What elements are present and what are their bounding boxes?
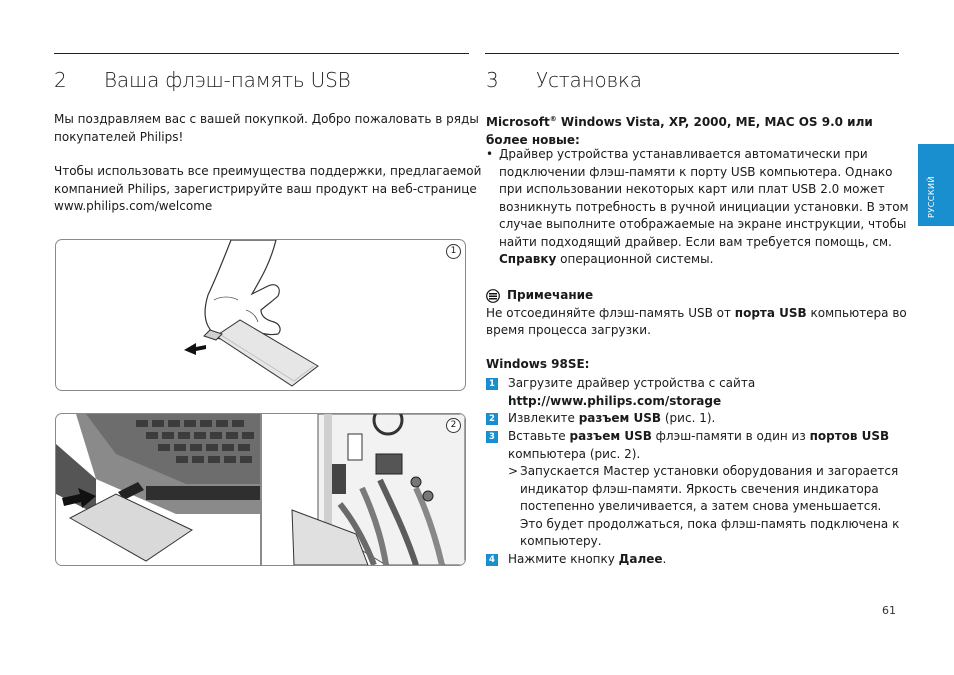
text-run: Windows Vista, XP, 2000, ME, MAC OS 9.0 или	[556, 115, 873, 129]
step-number-badge: 1	[486, 378, 498, 390]
text-line: www.philips.com/welcome	[54, 199, 213, 213]
result-text	[520, 463, 899, 551]
laptop-insertion-illustration	[56, 414, 465, 565]
note-line	[486, 305, 907, 323]
text-run-bold: разъем USB	[578, 411, 662, 425]
os-heading	[486, 111, 873, 149]
text-line: компьютера (рис. 2).	[508, 446, 641, 461]
registered-mark: ®	[549, 115, 557, 123]
language-tab	[918, 144, 954, 226]
text-line: постепенно увеличивается, а затем снова уменьшается.	[520, 499, 882, 513]
text-line: возникнуть потребность в ручной инициации установки. В этом	[499, 199, 909, 214]
step-number-badge: 4	[486, 554, 498, 566]
figure-number: 2	[446, 418, 461, 433]
text-line	[508, 428, 889, 446]
step-text	[508, 551, 666, 569]
step-text	[508, 428, 889, 463]
text-line: при использовании некоторых карт или плат USB 2.0 может	[499, 182, 885, 196]
text-run: .	[662, 552, 667, 566]
text-run: Нажмите кнопку	[508, 552, 619, 566]
intro-paragraph	[54, 111, 479, 146]
left-top-rule	[54, 53, 469, 54]
hand-removing-cap-illustration	[56, 240, 465, 390]
text-run: Вставьте	[508, 429, 570, 443]
note-header	[486, 287, 907, 305]
note-title: Примечание	[507, 288, 594, 302]
os-heading-line2: более новые:	[486, 132, 580, 147]
text-line: Загрузите драйвер устройства с сайта	[508, 376, 756, 390]
text-line: Запускается Мастер установки оборудования и загорается	[520, 464, 899, 478]
figure-1	[55, 239, 466, 391]
text-line: Чтобы использовать все преимущества поддержки, предлагаемой	[54, 164, 482, 178]
text-line: найти подходящий драйвер. Если вам требуется помощь, см.	[499, 234, 892, 249]
text-line: Драйвер устройства устанавливается автоматически при	[499, 147, 868, 161]
step-number-badge: 3	[486, 431, 498, 443]
text-line: Это будет продолжаться, пока флэш-память подключена к	[520, 516, 900, 531]
win98-heading: Windows 98SE:	[486, 357, 590, 371]
register-paragraph	[54, 163, 481, 216]
text-line: покупателей Philips!	[54, 129, 184, 144]
text-run: Извлеките	[508, 411, 579, 425]
section-number: 2	[54, 68, 67, 92]
text-run-bold: портов USB	[809, 429, 890, 443]
section-number: 3	[486, 68, 499, 92]
note-icon	[486, 289, 500, 303]
text-line: компьютеру.	[520, 534, 602, 548]
note-block	[486, 287, 907, 340]
bullet-marker: •	[486, 147, 494, 161]
section-title: Ваша флэш-память USB	[104, 68, 351, 92]
text-line: подключении флэш-памяти к порту USB компьютера. Однако	[499, 164, 893, 179]
text-line: случае выполните отображаемые на экране инструкции, чтобы	[499, 217, 907, 231]
text-run-bold: Далее	[618, 552, 663, 566]
text-run: компьютера во	[806, 305, 907, 320]
text-line	[499, 251, 909, 269]
section-title: Установка	[536, 68, 642, 92]
figure-number: 1	[446, 244, 461, 259]
text-run: флэш-памяти в один из	[651, 429, 810, 443]
text-run: Не отсоединяйте флэш-память USB от	[486, 305, 735, 320]
os-heading-line1	[486, 111, 873, 132]
bullet-text	[499, 146, 909, 269]
text-run-bold: порта USB	[734, 305, 807, 320]
language-tab-label: РУССКИЙ	[927, 175, 936, 218]
figure-2	[55, 413, 466, 566]
text-run: операционной системы.	[556, 252, 714, 266]
arrow-icon	[184, 343, 206, 355]
text-run: (рис. 1).	[661, 411, 716, 425]
help-link-text: Справку	[499, 252, 557, 266]
right-top-rule	[485, 53, 899, 54]
result-marker: >	[508, 464, 519, 478]
note-line: время процесса загрузки.	[486, 323, 651, 337]
step-text	[508, 375, 755, 410]
text-line: индикатор флэш-памяти. Яркость свечения индикатора	[520, 481, 879, 496]
step-text	[508, 410, 715, 428]
text-run: Microsoft	[486, 115, 550, 129]
text-line: Мы поздравляем вас с вашей покупкой. Добро пожаловать в ряды	[54, 112, 479, 126]
text-line: компанией Philips, зарегистрируйте ваш продукт на веб-странице	[54, 181, 477, 196]
step-number-badge: 2	[486, 413, 498, 425]
storage-url-link[interactable]: http://www.philips.com/storage	[508, 393, 722, 408]
page-number: 61	[882, 604, 896, 617]
text-run-bold: разъем USB	[569, 429, 652, 443]
